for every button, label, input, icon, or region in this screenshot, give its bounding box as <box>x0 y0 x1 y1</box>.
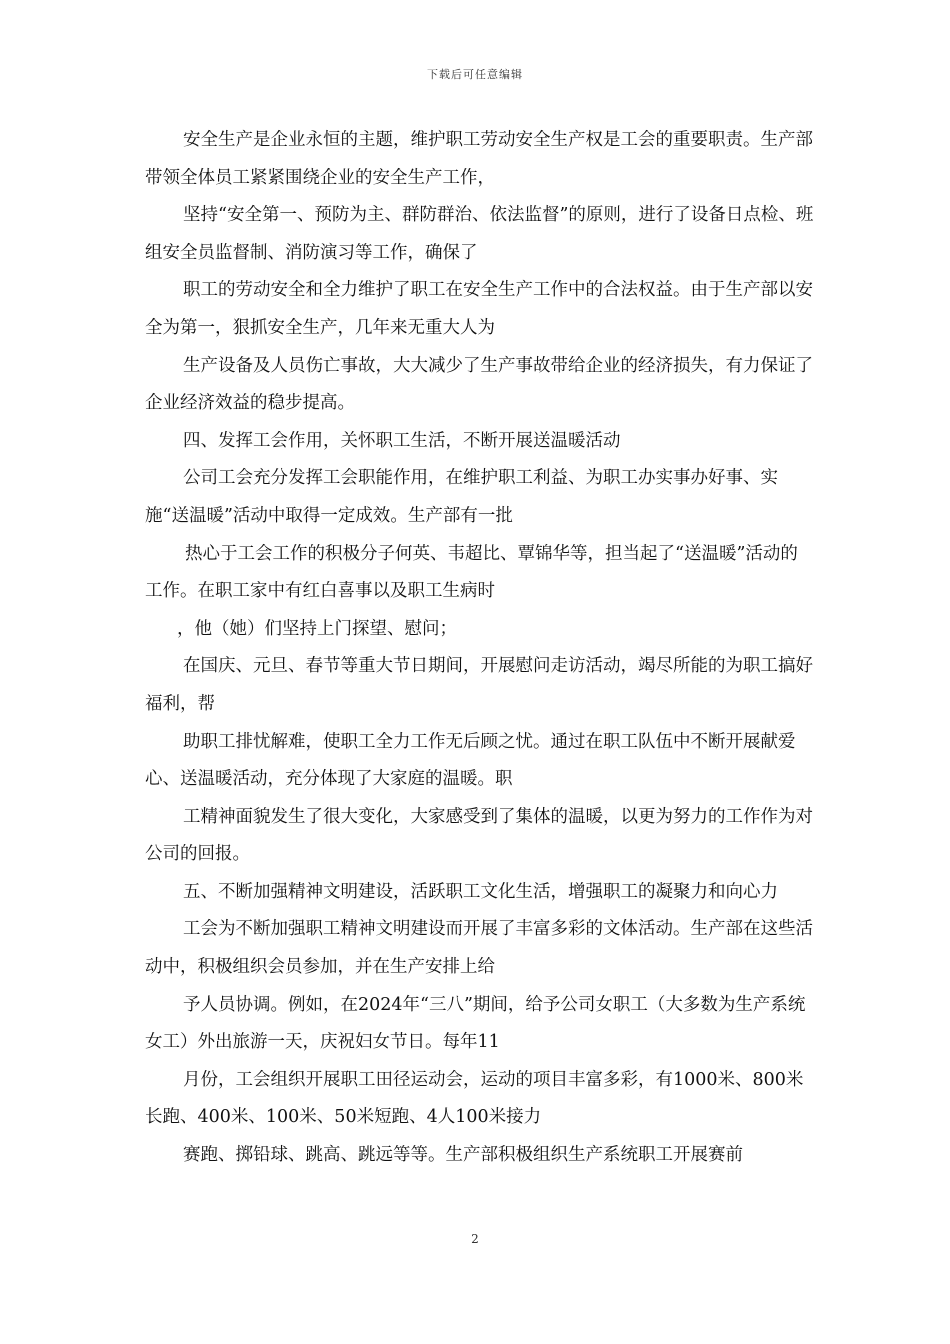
paragraph: 工会为不断加强职工精神文明建设而开展了丰富多彩的文体活动。生产部在这些活动中，积极组织会员参加，并在生产安排上给 <box>145 919 813 978</box>
paragraph: ，他（她）们坚持上门探望、慰问； <box>177 618 457 639</box>
section-heading: 四、发挥工会作用，关怀职工生活，不断开展送温暖活动 <box>183 430 621 451</box>
paragraph: 职工的劳动安全和全力维护了职工在安全生产工作中的合法权益。由于生产部以安全为第一，狠抓安全生产，几年来无重大人为 <box>145 280 813 338</box>
document-body <box>145 122 815 1175</box>
paragraph: 公司工会充分发挥工会职能作用，在维护职工利益、为职工办实事办好事、实施“送温暖”活动中取得一定成效。生产部有一批 <box>145 468 778 526</box>
page-number: 2 <box>471 1232 479 1246</box>
paragraph: 坚持“安全第一、预防为主、群防群治、依法监督”的原则，进行了设备日点检、班组安全员监督制、消防演习等工作，确保了 <box>145 205 814 263</box>
paragraph: 工精神面貌发生了很大变化，大家感受到了集体的温暖，以更为努力的工作作为对公司的回报。 <box>145 806 813 865</box>
paragraph: 在国庆、元旦、春节等重大节日期间，开展慰问走访活动，竭尽所能的为职工搞好福利，帮 <box>145 656 813 714</box>
paragraph: 热心于工会工作的积极分子何英、韦超比、覃锦华等，担当起了“送温暖”活动的工作。在职工家中有红白喜事以及职工生病时 <box>145 543 798 602</box>
page-header: 下载后可任意编辑 <box>427 68 523 81</box>
paragraph: 助职工排忧解难，使职工全力工作无后顾之忧。通过在职工队伍中不断开展献爱心、送温暖活动，充分体现了大家庭的温暖。职 <box>145 731 796 790</box>
section-heading: 五、不断加强精神文明建设，活跃职工文化生活，增强职工的凝聚力和向心力 <box>183 881 778 902</box>
paragraph: 安全生产是企业永恒的主题，维护职工劳动安全生产权是工会的重要职责。生产部带领全体员工紧紧围绕企业的安全生产工作， <box>145 130 813 188</box>
paragraph: 生产设备及人员伤亡事故，大大减少了生产事故带给企业的经济损失，有力保证了企业经济效益的稳步提高。 <box>145 355 813 414</box>
paragraph: 予人员协调。例如，在2024年“三八”期间，给予公司女职工（大多数为生产系统女工）外出旅游一天，庆祝妇女节日。每年11 <box>145 994 806 1053</box>
paragraph: 月份，工会组织开展职工田径运动会，运动的项目丰富多彩，有1000米、800米长跑、400米、100米、50米短跑、4人100米接力 <box>145 1069 804 1128</box>
paragraph: 赛跑、掷铅球、跳高、跳远等等。生产部积极组织生产系统职工开展赛前 <box>183 1145 743 1166</box>
